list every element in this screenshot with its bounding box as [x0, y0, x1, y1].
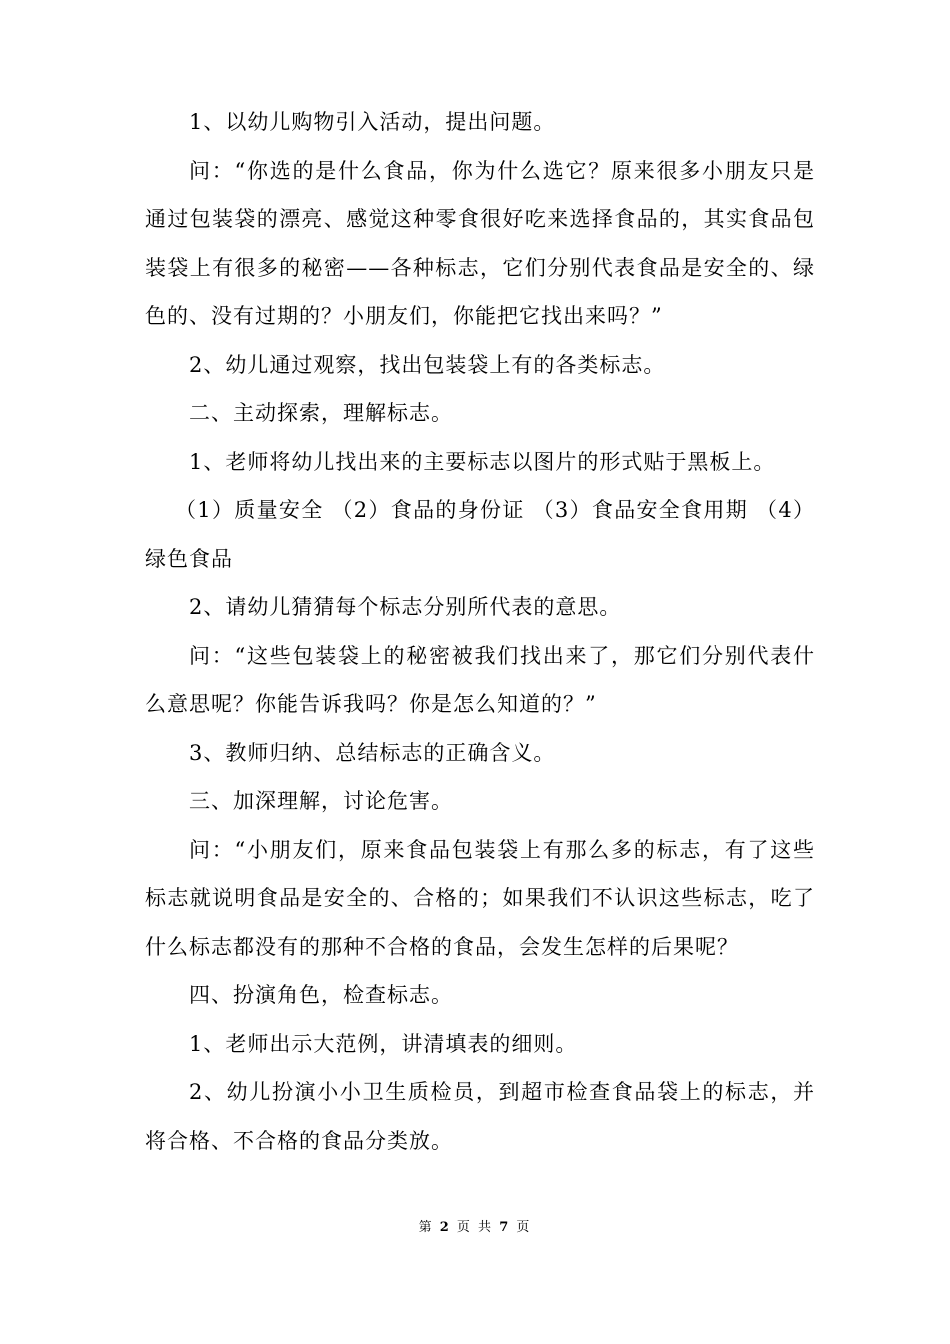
paragraph-1: 1、以幼儿购物引入活动，提出问题。: [189, 110, 556, 134]
paragraph-10: 三、加深理解，讨论危害。: [189, 789, 453, 813]
footer-total-pages: 7: [499, 1220, 511, 1235]
paragraph-8: 问：“这些包装袋上的秘密被我们找出来了，那它们分别代表什么意思呢？你能告诉我吗？你是怎么知道的？”: [145, 643, 815, 716]
paragraph-6: （1）质量安全 （2）食品的身份证 （3）食品安全食用期 （4）绿色食品: [145, 498, 815, 571]
paragraph-5: 1、老师将幼儿找出来的主要标志以图片的形式贴于黑板上。: [189, 449, 776, 474]
paragraph-9: 3、教师归纳、总结标志的正确含义。: [189, 740, 556, 765]
paragraph-2: 问：“你选的是什么食品，你为什么选它？原来很多小朋友只是通过包装袋的漂亮、感觉这种零食很好吃来选择食品的，其实食品包装袋上有很多的秘密——各种标志，它们分别代表食品是安全的、绿色的、没有过期的？小朋友们，你能把它找出来吗？”: [145, 158, 815, 328]
paragraph-7: 2、请幼儿猜猜每个标志分别所代表的意思。: [189, 595, 622, 619]
paragraph-12: 四、扮演角色，检查标志。: [189, 983, 453, 1007]
paragraph-14: 2、幼儿扮演小小卫生质检员，到超市检查食品袋上的标志，并将合格、不合格的食品分类放。: [145, 1080, 815, 1153]
footer-prefix: 第: [418, 1220, 434, 1235]
paragraph-3: 2、幼儿通过观察，找出包装袋上有的各类标志。: [189, 352, 666, 377]
page-footer: [0, 1216, 950, 1235]
document-body: [145, 98, 815, 1165]
paragraph-11: 问：“小朋友们，原来食品包装袋上有那么多的标志，有了这些标志就说明食品是安全的、合格的；如果我们不认识这些标志，吃了什么标志都没有的那种不合格的食品，会发生怎样的后果呢？: [145, 837, 815, 959]
footer-current-page: 2: [439, 1220, 451, 1235]
footer-suffix: 页: [516, 1220, 532, 1235]
footer-middle: 页 共: [456, 1220, 494, 1235]
paragraph-13: 1、老师出示大范例，讲清填表的细则。: [189, 1031, 578, 1056]
paragraph-4: 二、主动探索，理解标志。: [189, 401, 453, 425]
